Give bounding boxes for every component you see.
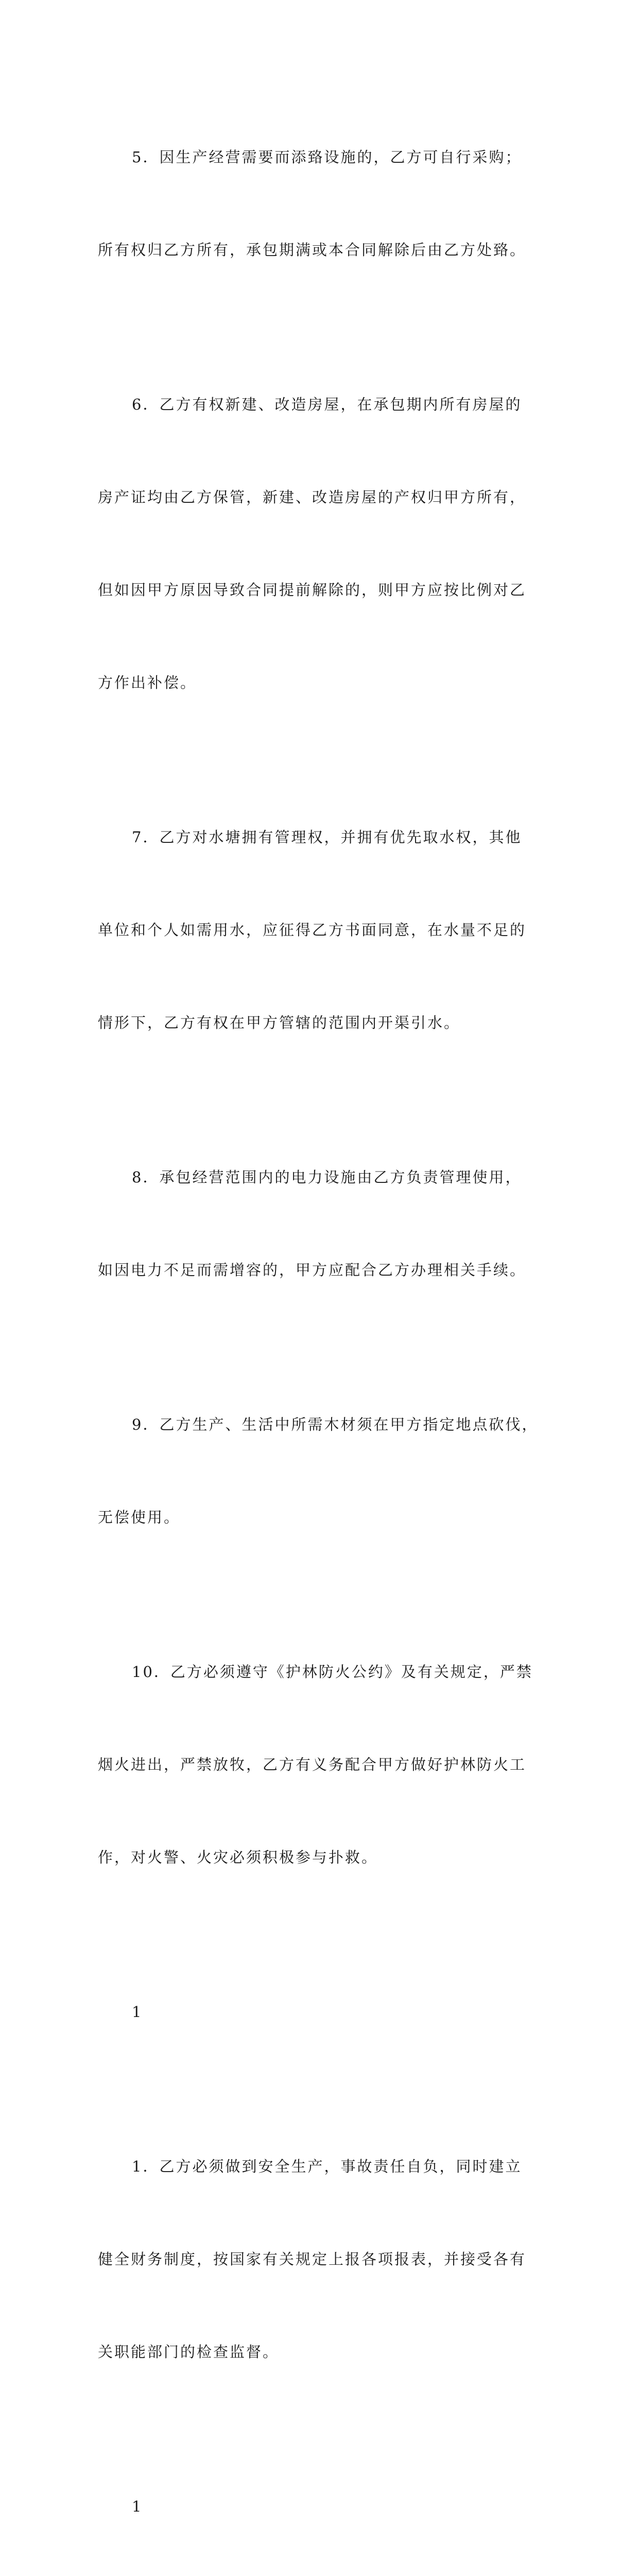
- text-line: 1: [132, 2498, 143, 2515]
- text-line: 烟火进出，严禁放牧，乙方有义务配合甲方做好护林防火工: [98, 1756, 527, 1773]
- text-line: 房产证均由乙方保管，新建、改造房屋的产权归甲方所有，: [98, 488, 527, 506]
- text-line: 5．因生产经营需要而添臵设施的，乙方可自行采购；: [132, 148, 522, 166]
- clause-9: [98, 1347, 541, 1595]
- text-line: 如因电力不足而需增容的，甲方应配合乙方办理相关手续。: [98, 1261, 527, 1279]
- document-page: [98, 80, 541, 2576]
- text-line: 10．乙方必须遵守《护林防火公约》及有关规定，严禁: [132, 1663, 533, 1681]
- text-line: 单位和个人如需用水，应征得乙方书面同意，在水量不足的: [98, 921, 527, 939]
- clause-7: [98, 760, 541, 1100]
- clause-6: [98, 327, 541, 760]
- text-line: 1．乙方必须做到安全生产，事故责任自负，同时建立: [132, 2158, 522, 2175]
- text-line: 健全财务制度，按国家有关规定上报各项报表，并接受各有: [98, 2250, 527, 2268]
- clause-10: [98, 1595, 541, 1935]
- text-line: 情形下，乙方有权在甲方管辖的范围内开渠引水。: [98, 1014, 461, 1031]
- text-line: 无偿使用。: [98, 1509, 181, 1526]
- text-line: 作，对火警、火灾必须积极参与扑救。: [98, 1849, 378, 1866]
- text-line: 8．承包经营范围内的电力设施由乙方负责管理使用，: [132, 1168, 522, 1186]
- clause-8: [98, 1100, 541, 1347]
- text-line: 关职能部门的检查监督。: [98, 2343, 280, 2361]
- text-line: 6．乙方有权新建、改造房屋，在承包期内所有房屋的: [132, 396, 522, 413]
- clause-safety: [98, 2089, 541, 2429]
- text-line: 9．乙方生产、生活中所需木材须在甲方指定地点砍伐，: [132, 1416, 539, 1433]
- text-line: 方作出补偿。: [98, 674, 197, 691]
- section-marker: [98, 2429, 541, 2576]
- text-line: 1: [132, 2003, 143, 2021]
- section-marker: [98, 1935, 541, 2089]
- text-line: 但如因甲方原因导致合同提前解除的，则甲方应按比例对乙: [98, 581, 527, 599]
- text-line: 7．乙方对水塘拥有管理权，并拥有优先取水权，其他: [132, 828, 522, 846]
- text-line: 所有权归乙方所有，承包期满或本合同解除后由乙方处臵。: [98, 241, 527, 259]
- clause-5: [98, 80, 541, 327]
